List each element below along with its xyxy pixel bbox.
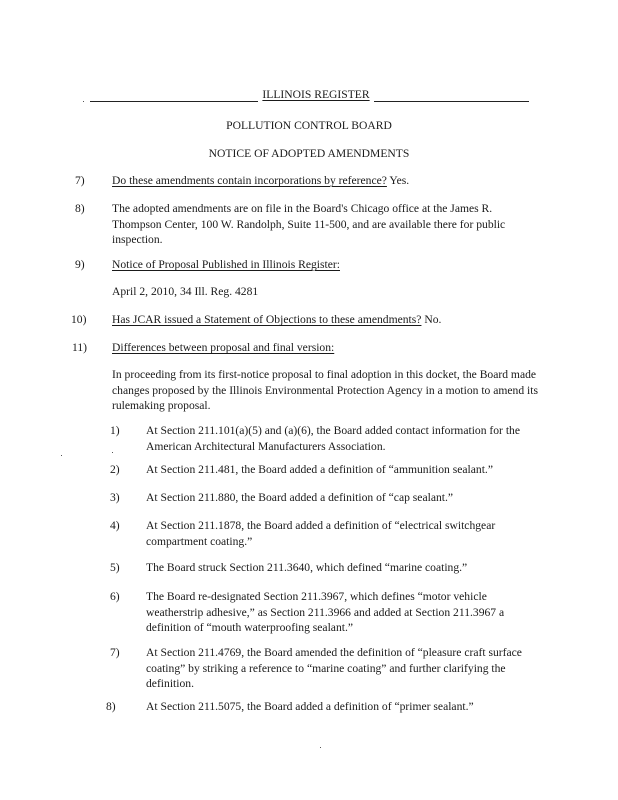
item-7-question: Do these amendments contain incorporations by reference? bbox=[112, 174, 387, 187]
board-name: POLLUTION CONTROL BOARD bbox=[226, 119, 392, 132]
change-item: At Section 211.5075, the Board added a definition of “primer sealant.” bbox=[146, 700, 474, 713]
change-number: 5) bbox=[110, 561, 120, 574]
change-number: 1) bbox=[110, 424, 120, 437]
item-7-text bbox=[112, 173, 542, 189]
scan-speck bbox=[83, 101, 84, 102]
change-item: At Section 211.880, the Board added a definition of “cap sealant.” bbox=[146, 491, 454, 504]
item-8-text: The adopted amendments are on file in the Board's Chicago office at the James R. Thompson Center, 100 W. Randolph, Suite 11-500, and are available there for public inspection. bbox=[112, 202, 506, 246]
change-item: At Section 211.101(a)(5) and (a)(6), the Board added contact information for the American Architectural Manufacturers Association. bbox=[146, 424, 520, 453]
item-9-detail: April 2, 2010, 34 Ill. Reg. 4281 bbox=[112, 285, 259, 298]
change-number: 8) bbox=[106, 700, 116, 713]
item-7-answer: Yes. bbox=[389, 174, 410, 187]
scan-speck bbox=[112, 452, 113, 453]
change-item: The Board re-designated Section 211.3967, which defines “motor vehicle weatherstrip adhesive,” as Section 211.3966 and added at Section 211.3967 a definition of “mouth waterproofing sealant.” bbox=[146, 590, 505, 634]
change-number: 6) bbox=[110, 590, 120, 603]
header-rule-right bbox=[374, 101, 529, 102]
item-11-intro: In proceeding from its first-notice proposal to final adoption in this docket, the Board made changes proposed by the Illinois Environmental Protection Agency in a motion to amend its rulemaking proposal. bbox=[112, 368, 538, 412]
item-10-answer: No. bbox=[424, 313, 442, 326]
change-number: 4) bbox=[110, 519, 120, 532]
change-item: The Board struck Section 211.3640, which defined “marine coating.” bbox=[146, 561, 468, 574]
item-number: 10) bbox=[71, 313, 87, 326]
register-title: ILLINOIS REGISTER bbox=[262, 88, 370, 101]
change-item: At Section 211.4769, the Board amended the definition of “pleasure craft surface coating” by striking a reference to “marine coating” and further clarifying the definition. bbox=[146, 646, 522, 690]
item-11-label: Differences between proposal and final version: bbox=[112, 341, 335, 354]
item-number: 8) bbox=[75, 202, 85, 215]
change-item: At Section 211.481, the Board added a definition of “ammunition sealant.” bbox=[146, 463, 493, 476]
item-number: 9) bbox=[75, 258, 85, 271]
scan-speck bbox=[61, 455, 62, 456]
item-9-heading bbox=[112, 257, 542, 273]
item-10-question: Has JCAR issued a Statement of Objections to these amendments? bbox=[112, 313, 422, 326]
change-number: 2) bbox=[110, 463, 120, 476]
item-number: 11) bbox=[72, 341, 88, 354]
item-11-heading bbox=[112, 340, 542, 356]
item-9-label: Notice of Proposal Published in Illinois Register: bbox=[112, 258, 340, 271]
change-item: At Section 211.1878, the Board added a definition of “electrical switchgear compartment coating.” bbox=[146, 519, 496, 548]
notice-title: NOTICE OF ADOPTED AMENDMENTS bbox=[208, 147, 410, 160]
change-number: 3) bbox=[110, 491, 120, 504]
item-10-text bbox=[112, 312, 552, 328]
change-number: 7) bbox=[110, 646, 120, 659]
header-rule-left bbox=[90, 101, 258, 102]
scan-speck bbox=[320, 747, 321, 748]
item-number: 7) bbox=[75, 174, 85, 187]
